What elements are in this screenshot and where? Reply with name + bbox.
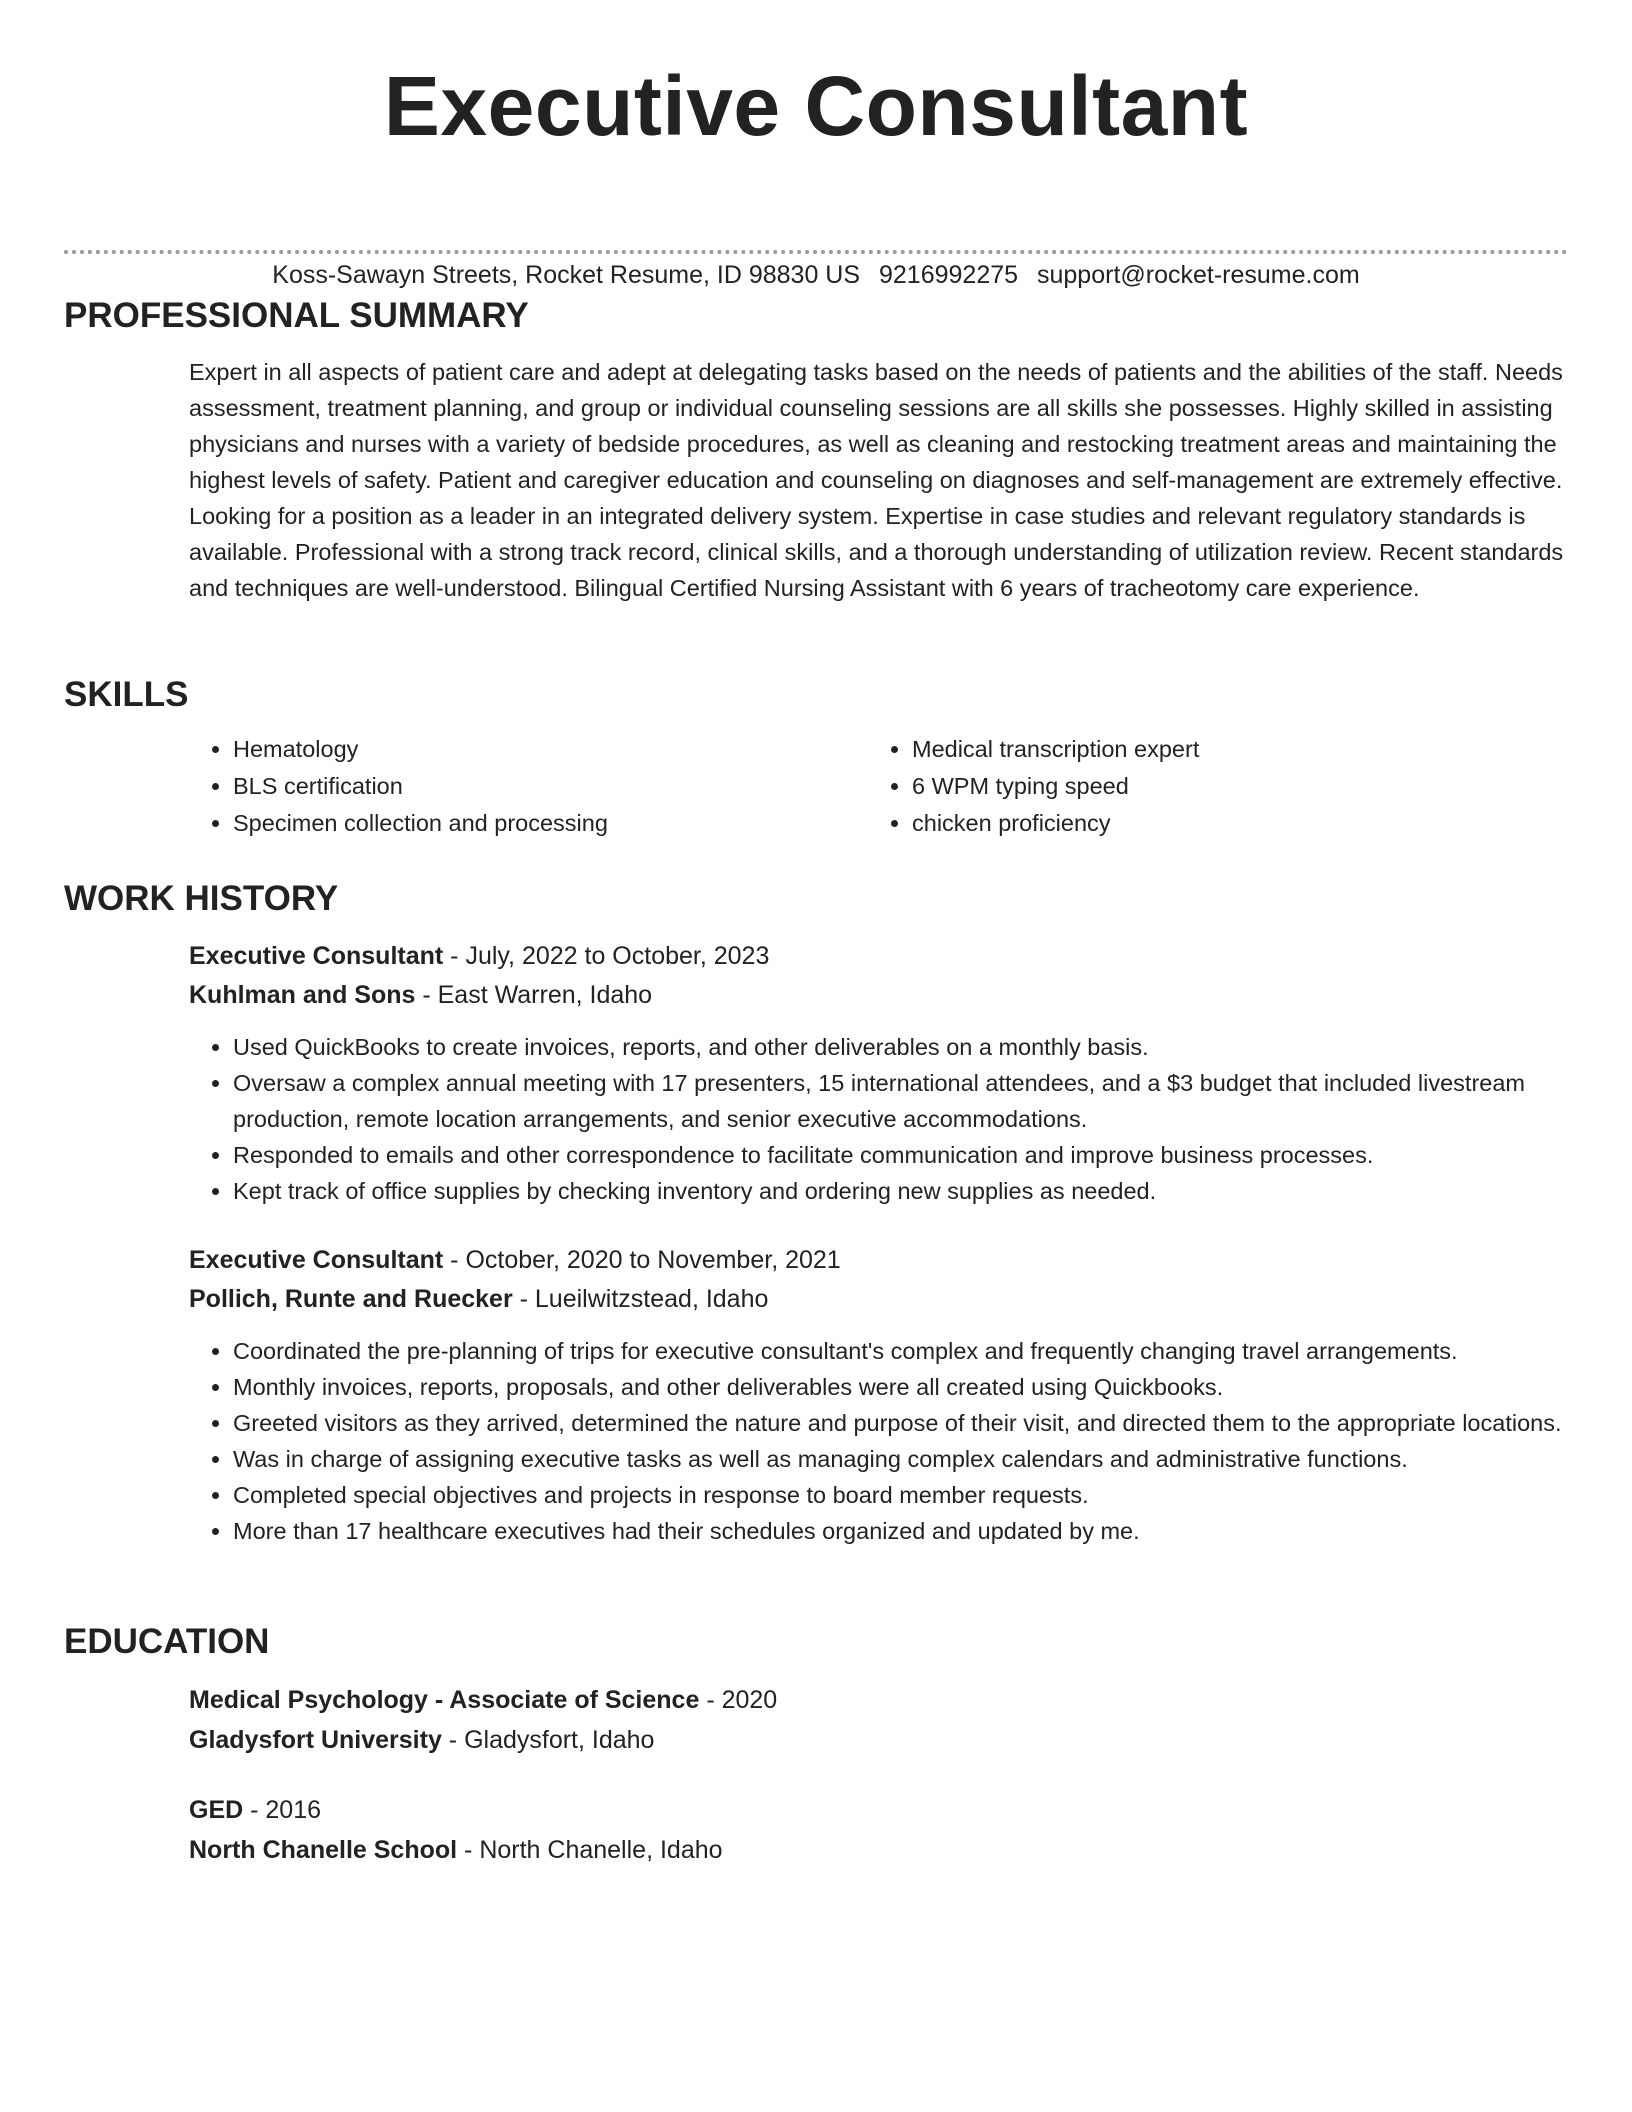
education-school-line <box>189 1830 1568 1870</box>
job-location: East Warren, Idaho <box>437 981 653 1009</box>
contact-phone: 9216992275 <box>879 261 1019 289</box>
summary-section <box>64 294 1568 606</box>
separator: - <box>443 1246 466 1274</box>
job-role: Executive Consultant <box>189 942 444 970</box>
job-location: Lueilwitzstead, Idaho <box>534 1285 769 1313</box>
job-entry <box>189 937 1568 1209</box>
education-school: Gladysfort University <box>189 1726 442 1754</box>
job-bullet: • Greeted visitors as they arrived, determined the nature and purpose of their visit, and directed them to the appropriate locations. <box>233 1405 1568 1441</box>
skills-column-right <box>868 731 1547 842</box>
job-title-line <box>189 1241 1568 1280</box>
skill-item: • Hematology <box>233 731 868 768</box>
separator: - <box>512 1285 535 1313</box>
contact-email: support@rocket-resume.com <box>1037 261 1360 289</box>
education-section <box>64 1620 1568 1870</box>
skill-item: • BLS certification <box>233 768 868 805</box>
job-company-line <box>189 976 1568 1015</box>
skill-item: • chicken proficiency <box>912 805 1547 842</box>
separator: - <box>243 1796 266 1824</box>
separator: - <box>457 1836 480 1864</box>
education-entry <box>189 1680 1568 1760</box>
education-location: Gladysfort, Idaho <box>464 1726 655 1754</box>
separator: - <box>699 1686 722 1714</box>
skill-item: • 6 WPM typing speed <box>912 768 1547 805</box>
job-bullet: • Was in charge of assigning executive tasks as well as managing complex calendars and administrative functions. <box>233 1441 1568 1477</box>
contact-address: Koss-Sawayn Streets, Rocket Resume, ID 98830 US <box>272 261 861 289</box>
education-heading: EDUCATION <box>64 1622 270 1661</box>
skills-heading: SKILLS <box>64 675 189 714</box>
job-bullet: • Coordinated the pre-planning of trips for executive consultant's complex and frequently changing travel arrangements. <box>233 1333 1568 1369</box>
job-bullet: • More than 17 healthcare executives had their schedules organized and updated by me. <box>233 1513 1568 1549</box>
skills-list <box>189 731 1568 842</box>
job-bullet: • Kept track of office supplies by checking inventory and ordering new supplies as needed. <box>233 1173 1568 1209</box>
job-company: Kuhlman and Sons <box>189 981 416 1009</box>
header-divider <box>64 250 1568 254</box>
job-bullet: • Used QuickBooks to create invoices, reports, and other deliverables on a monthly basis. <box>233 1029 1568 1065</box>
skills-section <box>64 673 1568 842</box>
education-year: 2016 <box>265 1796 322 1824</box>
job-dates: October, 2020 to November, 2021 <box>465 1246 841 1274</box>
job-title-line <box>189 937 1568 976</box>
education-degree-line <box>189 1790 1568 1830</box>
work-heading: WORK HISTORY <box>64 879 339 918</box>
job-bullet: • Responded to emails and other correspondence to facilitate communication and improve business processes. <box>233 1137 1568 1173</box>
job-bullet-list <box>189 1333 1568 1549</box>
summary-body <box>189 354 1568 606</box>
education-entry <box>189 1790 1568 1870</box>
education-degree: Medical Psychology - Associate of Science <box>189 1686 700 1714</box>
summary-text: Expert in all aspects of patient care and adept at delegating tasks based on the needs of patients and the abilities of the staff. Needs assessment, treatment planning, and group or individual counseling sessions are all skills she possesses. Highly skilled in assisting physicians and nurses with a variety of bedside procedures, as well as cleaning and restocking treatment areas and maintaining the highest levels of safety. Patient and caregiver education and counseling on diagnoses and self-management are extremely effective. Looking for a position as a leader in an integrated delivery system. Expertise in case studies and relevant regulatory standards is available. Professional with a strong track record, clinical skills, and a thorough understanding of utilization review. Recent standards and techniques are well-understood. Bilingual Certified Nursing Assistant with 6 years of tracheotomy care experience. <box>189 359 1564 601</box>
separator: - <box>415 981 438 1009</box>
job-dates: July, 2022 to October, 2023 <box>465 942 770 970</box>
job-bullet: • Monthly invoices, reports, proposals, and other deliverables were all created using Quickbooks. <box>233 1369 1568 1405</box>
job-bullet: • Oversaw a complex annual meeting with 17 presenters, 15 international attendees, and a $3 budget that included livestream production, remote location arrangements, and senior executive accommodations. <box>233 1065 1568 1137</box>
job-company-line <box>189 1280 1568 1319</box>
education-location: North Chanelle, Idaho <box>479 1836 723 1864</box>
skill-item: • Specimen collection and processing <box>233 805 868 842</box>
skill-item: • Medical transcription expert <box>912 731 1547 768</box>
job-bullet-list <box>189 1029 1568 1209</box>
education-school-line <box>189 1720 1568 1760</box>
skills-column-left <box>189 731 868 842</box>
contact-line <box>0 258 1632 292</box>
summary-heading: PROFESSIONAL SUMMARY <box>64 296 529 335</box>
work-section <box>64 877 1568 1549</box>
job-entry <box>189 1241 1568 1549</box>
education-degree: GED <box>189 1796 244 1824</box>
education-school: North Chanelle School <box>189 1836 458 1864</box>
separator: - <box>441 1726 465 1754</box>
job-bullet: • Completed special objectives and projects in response to board member requests. <box>233 1477 1568 1513</box>
job-company: Pollich, Runte and Ruecker <box>189 1285 513 1313</box>
separator: - <box>443 942 466 970</box>
education-year: 2020 <box>721 1686 778 1714</box>
education-degree-line <box>189 1680 1568 1720</box>
candidate-name: Executive Consultant <box>383 59 1249 153</box>
job-role: Executive Consultant <box>189 1246 444 1274</box>
